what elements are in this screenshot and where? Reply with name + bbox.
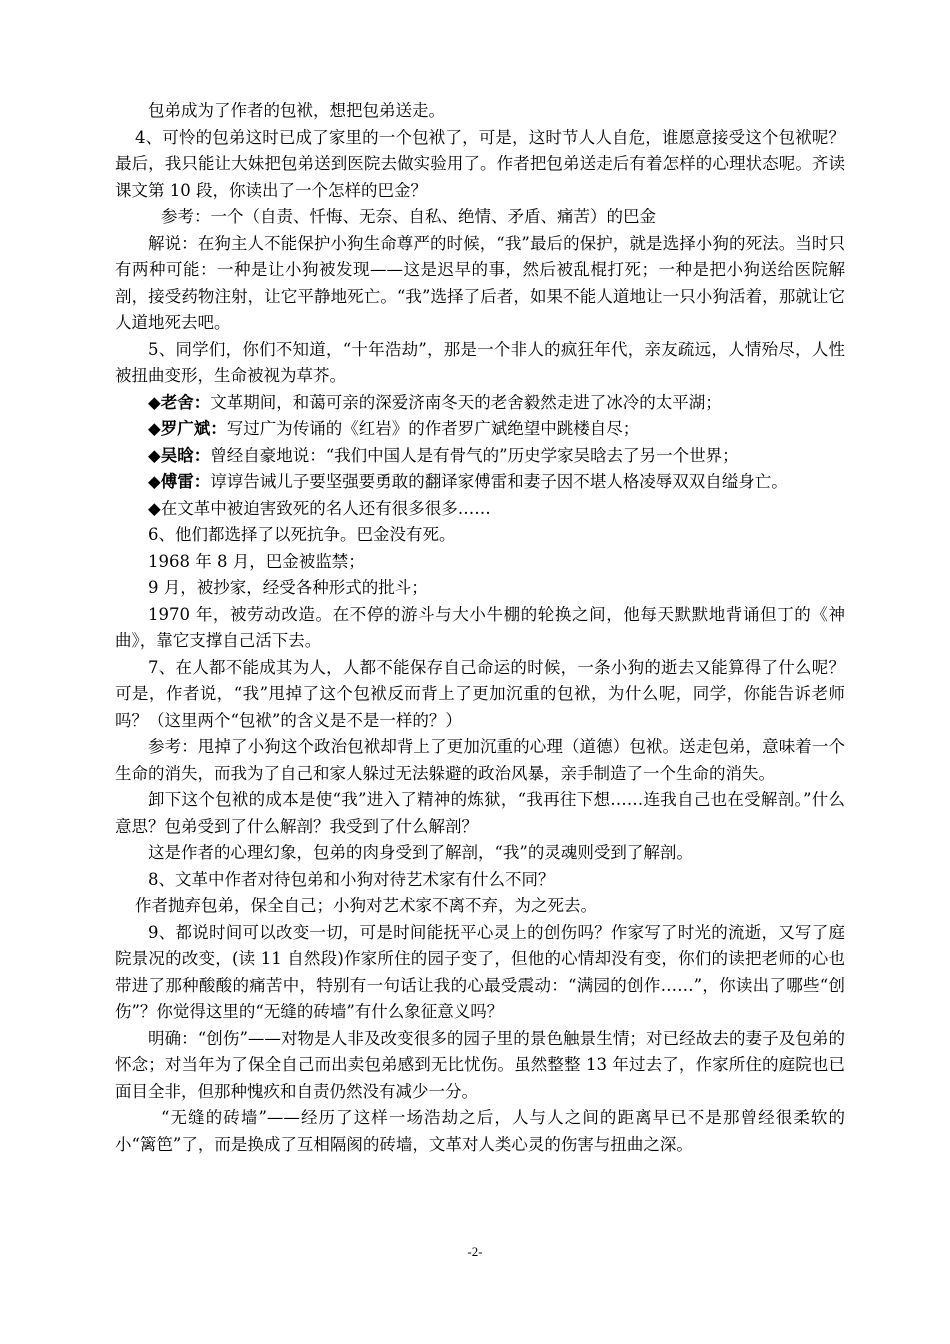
paragraph-text: 写过广为传诵的《红岩》的作者罗广斌绝望中跳楼自尽； <box>226 419 640 438</box>
paragraph-text: 明确：“创伤”——对物是人非及改变很多的园子里的景色触景生情；对已经故去的妻子及包弟的怀念；对当年为了保全自己而出卖包弟感到无比忧伤。虽然整整 13 年过去了，作家所住的庭院也已面目全非，但那种愧疚和自责仍然没有减少一分。 <box>115 1028 845 1101</box>
paragraph-lead: ◆吴晗： <box>148 445 211 465</box>
paragraph-text: 4、可怜的包弟这时已成了家里的一个包袱了，可是，这时节人人自危，谁愿意接受这个包袱呢？最后，我只能让大妹把包弟送到医院去做实验用了。作者把包弟送走后有着怎样的心理状态呢。齐读课文第 10 段，你读出了一个怎样的巴金？ <box>115 127 845 200</box>
paragraph-text: “无缝的砖墙”——经历了这样一场浩劫之后，人与人之间的距离早已不是那曾经很柔软的小“篱笆”了，而是换成了互相隔阂的砖墙，文革对人类心灵的伤害与扭曲之深。 <box>115 1108 845 1154</box>
paragraph-text: 这是作者的心理幻象，包弟的肉身受到了解剖，“我”的灵魂则受到了解剖。 <box>148 843 693 862</box>
paragraph <box>115 575 845 602</box>
paragraph <box>115 443 845 470</box>
paragraph-lead: ◆罗广斌： <box>148 419 227 438</box>
paragraph <box>115 840 845 867</box>
paragraph <box>115 337 845 390</box>
paragraph <box>115 920 845 1026</box>
paragraph <box>115 416 845 443</box>
paragraph <box>115 655 845 735</box>
paragraph-text: 1968 年 8 月，巴金被监禁； <box>148 551 365 571</box>
paragraph-text: 文革期间，和蔼可亲的深爱济南冬天的老舍毅然走进了冰冷的太平湖； <box>210 392 722 412</box>
paragraph-lead: ◆老舍： <box>148 392 211 412</box>
paragraph <box>115 867 845 894</box>
paragraph-text: 包弟成为了作者的包袱，想把包弟送走。 <box>148 101 445 120</box>
paragraph <box>115 496 845 523</box>
paragraph <box>115 549 845 576</box>
paragraph <box>115 602 845 655</box>
paragraph <box>115 734 845 787</box>
paragraph-text: ◆在文革中被迫害致死的名人还有很多很多…… <box>148 498 491 518</box>
paragraph <box>115 1026 845 1106</box>
document-body <box>115 98 845 1158</box>
paragraph-text: 9、都说时间可以改变一切，可是时间能抚平心灵上的创伤吗？作家写了时光的流逝，又写了庭院景况的改变，(读 11 自然段)作家所住的园子变了，但他的心情却没有变，你们的读把老师的心也带进了那种酸酸的痛苦中，特别有一句话让我的心最受震动：“满园的创作……”，你读出了哪些“创伤”？你觉得这里的“无缝的砖墙”有什么象征意义吗？ <box>115 922 845 1021</box>
paragraph-text: 6、他们都选择了以死抗争。巴金没有死。 <box>148 525 456 544</box>
paragraph-text: 1970 年，被劳动改造。在不停的游斗与大小牛棚的轮换之间，他每天默默地背诵但丁的《神曲》，靠它支撑自己活下去。 <box>115 604 845 650</box>
paragraph-text: 谆谆告诫儿子要坚强要勇敢的翻译家傅雷和妻子因不堪人格凌辱双双自缢身亡。 <box>210 472 788 491</box>
paragraph-text: 8、文革中作者对待包弟和小狗对待艺术家有什么不同？ <box>148 869 555 889</box>
page-number: -2- <box>467 1244 483 1259</box>
paragraph <box>115 522 845 549</box>
paragraph <box>115 204 845 231</box>
paragraph <box>115 893 845 920</box>
paragraph-lead: ◆傅雷： <box>148 472 211 491</box>
paragraph <box>115 1105 845 1158</box>
paragraph-text: 解说：在狗主人不能保护小狗生命尊严的时候，“我”最后的保护，就是选择小狗的死法。当时只有两种可能：一种是让小狗被发现——这是迟早的事，然后被乱棍打死；一种是把小狗送给医院解剖，接受药物注射，让它平静地死亡。“我”选择了后者，如果不能人道地让一只小狗活着，那就让它人道地死去吧。 <box>115 233 845 332</box>
paragraph <box>115 231 845 337</box>
paragraph <box>115 787 845 840</box>
paragraph <box>115 469 845 496</box>
paragraph-text: 5、同学们，你们不知道，“十年浩劫”，那是一个非人的疯狂年代，亲友疏远，人情殆尽，人性被扭曲变形，生命被视为草芥。 <box>115 339 845 385</box>
paragraph-text: 参考：一个（自责、忏悔、无奈、自私、绝情、矛盾、痛苦）的巴金 <box>161 207 656 226</box>
paragraph-text: 9 月，被抄家，经受各种形式的批斗； <box>148 578 428 597</box>
paragraph-text: 作者抛弃包弟，保全自己；小狗对艺术家不离不弃，为之死去。 <box>135 896 597 915</box>
paragraph <box>115 98 845 125</box>
paragraph-text: 参考：甩掉了小狗这个政治包袱却背上了更加沉重的心理（道德）包袱。送走包弟，意味着一个生命的消失，而我为了自己和家人躲过无法躲避的政治风暴，亲手制造了一个生命的消失。 <box>115 737 845 783</box>
paragraph <box>115 390 845 417</box>
paragraph-text: 卸下这个包袱的成本是使“我”进入了精神的炼狱，“我再往下想……连我自己也在受解剖。”什么意思？包弟受到了什么解剖？我受到了什么解剖？ <box>115 790 845 836</box>
paragraph-text: 曾经自豪地说：“我们中国人是有骨气的”历史学家吴晗去了另一个世界； <box>210 445 739 465</box>
paragraph <box>115 125 845 205</box>
paragraph-text: 7、在人都不能成其为人，人都不能保存自己命运的时候，一条小狗的逝去又能算得了什么呢？可是，作者说，“我”甩掉了这个包袱反而背上了更加沉重的包袱，为什么呢，同学，你能告诉老师吗？（这里两个“包袱”的含义是不是一样的？） <box>115 657 845 730</box>
